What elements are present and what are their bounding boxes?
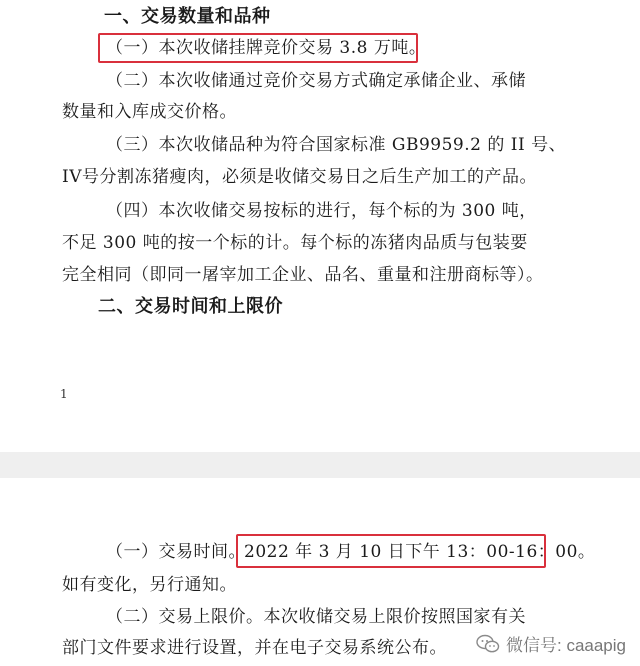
section2-item1-time: 2022 年 3 月 10 日下午 13：00-16：00。 xyxy=(244,542,596,562)
section1-item1: （一）本次收储挂牌竞价交易 3.8 万吨。 xyxy=(106,38,427,58)
section1-heading: 一、交易数量和品种 xyxy=(104,6,271,27)
section1-item3-line1: （三）本次收储品种为符合国家标准 GB9959.2 的 II 号、 xyxy=(106,135,567,155)
section1-item4-line2: 不足 300 吨的按一个标的计。每个标的冻猪肉品质与包装要 xyxy=(62,233,528,253)
section2-item1-label: （一）交易时间。 xyxy=(106,542,246,562)
wechat-icon xyxy=(476,634,500,654)
watermark-text: 微信号: caaapig xyxy=(506,636,626,655)
section1-item4-line1: （四）本次收储交易按标的进行，每个标的为 300 吨， xyxy=(106,201,537,221)
section1-item4-line3: 完全相同（即同一屠宰加工企业、品名、重量和注册商标等）。 xyxy=(62,265,544,285)
section2-item2-line1: （二）交易上限价。本次收储交易上限价按照国家有关 xyxy=(106,607,526,627)
section2-heading: 二、交易时间和上限价 xyxy=(98,296,283,317)
page-number: 1 xyxy=(60,387,68,401)
page-separator xyxy=(0,452,640,478)
section2-item2-line2: 部门文件要求进行设置，并在电子交易系统公布。 xyxy=(62,638,447,658)
section1-item3-line2: IV号分割冻猪瘦肉，必须是收储交易日之后生产加工的产品。 xyxy=(62,167,537,187)
section1-item2-line1: （二）本次收储通过竞价交易方式确定承储企业、承储 xyxy=(106,71,526,91)
section2-item1-line2: 如有变化，另行通知。 xyxy=(62,575,237,595)
section1-item2-line2: 数量和入库成交价格。 xyxy=(62,102,237,122)
watermark xyxy=(476,631,626,656)
